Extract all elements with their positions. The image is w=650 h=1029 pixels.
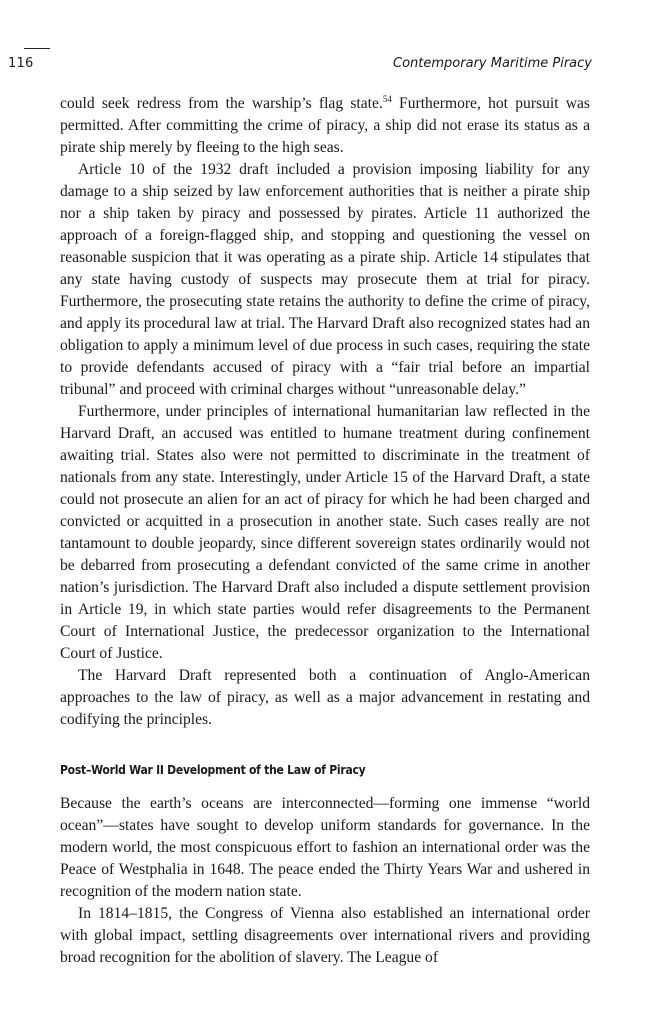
paragraph-congress-vienna: In 1814–1815, the Congress of Vienna also established an international order with global impact, settling disagreements over international rivers and providing broad recognition for the abolition of slavery. The League of <box>60 905 590 966</box>
paragraph-humanitarian-law: Furthermore, under principles of international humanitarian law reflected in the Harvard Draft, an accused was entitled to humane treatment during confinement awaiting trial. States also were not permitted to discriminate in the treatment of nationals from any state. Interestingly, under Article 15 of the Harvard Draft, a state could not prosecute an alien for an act of piracy for which he had been charged and convicted or acquitted in a prosecution in another state. Such cases really are not tantamount to double jeopardy, since different sovereign states ordinarily would not be debarred from prosecuting a defendant convicted of the same crime in another nation’s jurisdiction. The Harvard Draft also included a dispute settlement provision in Article 19, in which state parties would refer disagreements to the Permanent Court of International Justice, the predecessor organization to the International Court of Justice. <box>60 403 590 662</box>
paragraph-continued <box>60 93 590 159</box>
paragraph-world-ocean: Because the earth’s oceans are interconnected—forming one immense “world ocean”—states have sought to develop uniform standards for governance. In the modern world, the most conspicuous effort to fashion an international order was the Peace of Westphalia in 1648. The peace ended the Thirty Years War and ushered in recognition of the modern nation state. <box>60 795 590 900</box>
header-rule <box>24 48 50 49</box>
section-heading: Post–World War II Development of the Law of Piracy <box>60 762 366 777</box>
paragraph-harvard-draft: The Harvard Draft represented both a continuation of Anglo-American approaches to the law of piracy, as well as a major advancement in restating and codifying the principles. <box>60 667 590 728</box>
paragraph-text: Furthermore, hot pursuit was permitted. After committing the crime of piracy, a ship did not erase its status as a pirate ship merely by fleeing to the high seas. <box>60 95 590 156</box>
footnote-ref: 54 <box>382 93 392 104</box>
running-title: Contemporary Maritime Piracy <box>393 56 592 71</box>
paragraph-article-10: Article 10 of the 1932 draft included a provision imposing liability for any damage to a ship seized by law enforcement authorities that is neither a pirate ship nor a ship taken by piracy and possessed by pirates. Article 11 authorized the approach of a foreign-flagged ship, and stopping and questioning the vessel on reasonable suspicion that it was operating as a pirate ship. Article 14 stipulates that any state having custody of suspects may prosecute them at trial for piracy. Furthermore, the prosecuting state retains the authority to define the crime of piracy, and apply its procedural law at trial. The Harvard Draft also recognized states had an obligation to apply a minimum level of due process in such cases, requiring the state to provide defendants accused of piracy with a “fair trial before an impartial tribunal” and proceed with criminal charges without “unreasonable delay.” <box>60 161 590 398</box>
page-body <box>60 93 590 969</box>
page-number: 116 <box>8 56 34 71</box>
paragraph-text: could seek redress from the warship’s flag state. <box>60 95 383 112</box>
